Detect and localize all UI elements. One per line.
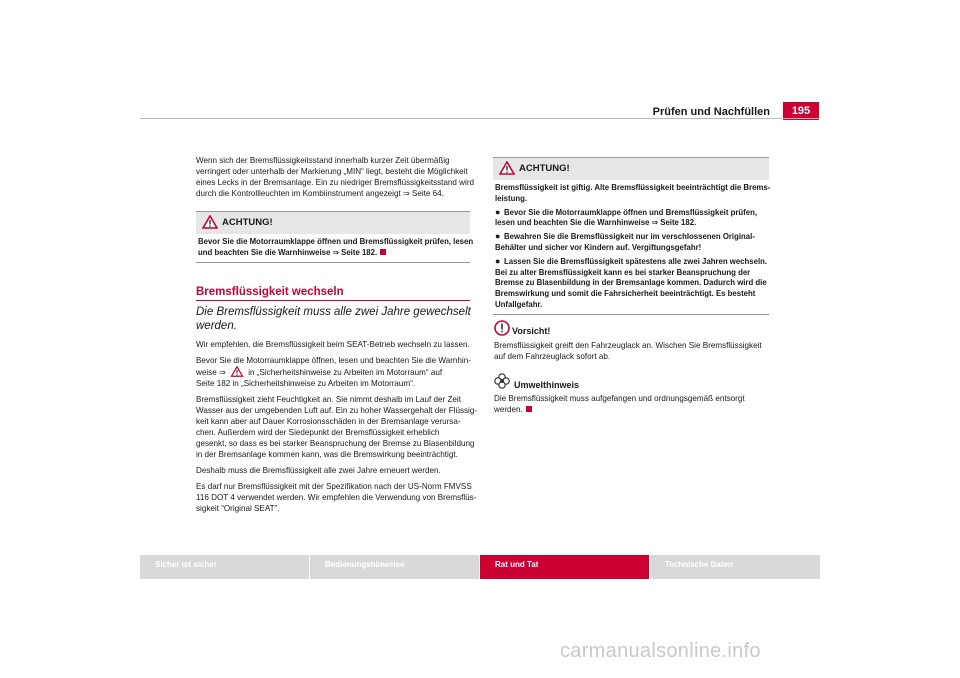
warning-box-toxic xyxy=(493,157,769,315)
warning-box-text: Bremsflüssigkeit ist giftig. Alte Bremsflüssigkeit beeinträchtigt die Brems- leistung. ● Bevor Sie die Motorraumklappe öffnen und Bremsflüssigkeit prüfen, lesen und beachten Sie die Warnhinweise ⇒ Seite 182. ● Bewahren Sie die Bremsflüssigkeit nur im verschlossenen Original- Behälter und sicher vor Kindern auf. Vergiftungsgefahr! ● Lassen Sie die Bremsflüssigkeit spätestens alle zwei Jahren wechseln. Bei zu alter Bremsflüssigkeit kann es bei starker Beanspruchung der Bremse zu Blasenbildung in der Bremsanlage kommen. Dadurch wird die Bremswirkung und somit die Fahrsicherheit beeinträchtigt. Es besteht Unfallgefahr. xyxy=(495,183,771,309)
header-rule xyxy=(140,118,820,119)
bullet-icon: ● xyxy=(495,206,501,217)
warning-triangle-icon xyxy=(202,215,218,229)
bullet-icon: ● xyxy=(495,231,501,242)
section-subtitle: Die Bremsflüssigkeit muss alle zwei Jahre gewechselt werden. xyxy=(196,306,471,332)
tab-rat-und-tat[interactable]: Rat und Tat xyxy=(480,555,649,579)
warning-box-header xyxy=(196,212,470,234)
section-rule xyxy=(196,300,470,301)
flower-icon xyxy=(494,373,510,389)
page-header-title: Prüfen und Nachfüllen xyxy=(652,106,770,118)
tab-technische-daten[interactable]: Technische Daten xyxy=(650,555,820,579)
caution-icon xyxy=(494,320,510,336)
section-title: Bremsflüssigkeit wechseln xyxy=(196,286,344,298)
warning-triangle-icon xyxy=(230,366,244,377)
tab-sicher-ist-sicher[interactable]: Sicher ist sicher xyxy=(140,555,309,579)
tab-bedienungshinweise[interactable]: Bedienungshinweise xyxy=(310,555,479,579)
bullet-icon: ● xyxy=(495,255,501,266)
warning-triangle-icon xyxy=(499,161,515,175)
caution-note: Vorsicht! Bremsflüssigkeit greift den Fahrzeuglack an. Wischen Sie Bremsflüssigkeit auf dem Fahrzeuglack sofort ab. xyxy=(494,320,762,362)
paragraph-recommendation: Wir empfehlen, die Bremsflüssigkeit beim SEAT-Betrieb wechseln zu lassen. xyxy=(196,340,470,349)
warning-box-header xyxy=(493,158,769,180)
page-number: 195 xyxy=(783,102,819,120)
environment-label: Umwelthinweis xyxy=(514,380,580,390)
section-end-mark-icon xyxy=(380,249,386,255)
body-text: Wir empfehlen, die Bremsflüssigkeit beim SEAT-Betrieb wechseln zu lassen. Bevor Sie die Motorraumklappe öffnen, lesen und beachten Sie die Warnhin- weise ⇒ in „Sicherheitshinweise zu Arbeiten im Motorraum“ auf Seite 182 in „Sicherheitshinweise zu Arbeiten im Motorraum“. Bremsflüssigkeit zieht Feuchtigkeit an. Sie nimmt deshalb im Lauf der Zeit Wasser aus der umgebenden Luft auf. Ein zu hoher Wassergehalt der Flüssig- keit kann aber auf Dauer Korrosionsschäden in der Bremsanlage verursa- chen. Außerdem wird der Siedepunkt der Bremsflüssigkeit erheblich gesenkt, so dass es bei starker Beanspruchung der Bremse zu Blasenbildung in der Bremsanlage kommen kann, was die Bremswirkung beeinträchtigt. Deshalb muss die Bremsflüssigkeit alle zwei Jahre erneuert werden. Es darf nur Bremsflüssigkeit mit der Spezifikation nach der US-Norm FMVSS 116 DOT 4 verwendet werden. Wir empfehlen die Verwendung von Bremsflüs- sigkeit “Original SEAT”. xyxy=(196,340,478,513)
warning-label: ACHTUNG! xyxy=(519,163,570,174)
warning-label: ACHTUNG! xyxy=(222,217,273,228)
environment-note: Umwelthinweis Die Bremsflüssigkeit muss aufgefangen und ordnungsgemäß entsorgt werden. xyxy=(494,373,745,415)
caution-label: Vorsicht! xyxy=(512,326,551,336)
watermark: carmanualsonline.info xyxy=(560,640,761,662)
warning-box-text: Bevor Sie die Motorraumklappe öffnen und Bremsflüssigkeit prüfen, lesen und beachten Sie die Warnhinweise ⇒ Seite 182. xyxy=(198,237,474,257)
section-end-mark-icon xyxy=(526,406,532,412)
warning-box-brake-check xyxy=(196,211,474,263)
intro-paragraph: Wenn sich der Bremsflüssigkeitsstand innerhalb kurzer Zeit übermäßig verringert oder unterhalb der Markierung „MIN“ liegt, besteht die Möglichkeit eines Lecks in der Bremsanlage. Ein zu niedriger Bremsflüssigkeitsstand wird durch die Kontrollleuchten im Kombiinstrument angezeigt ⇒ Seite 64. xyxy=(196,156,475,198)
